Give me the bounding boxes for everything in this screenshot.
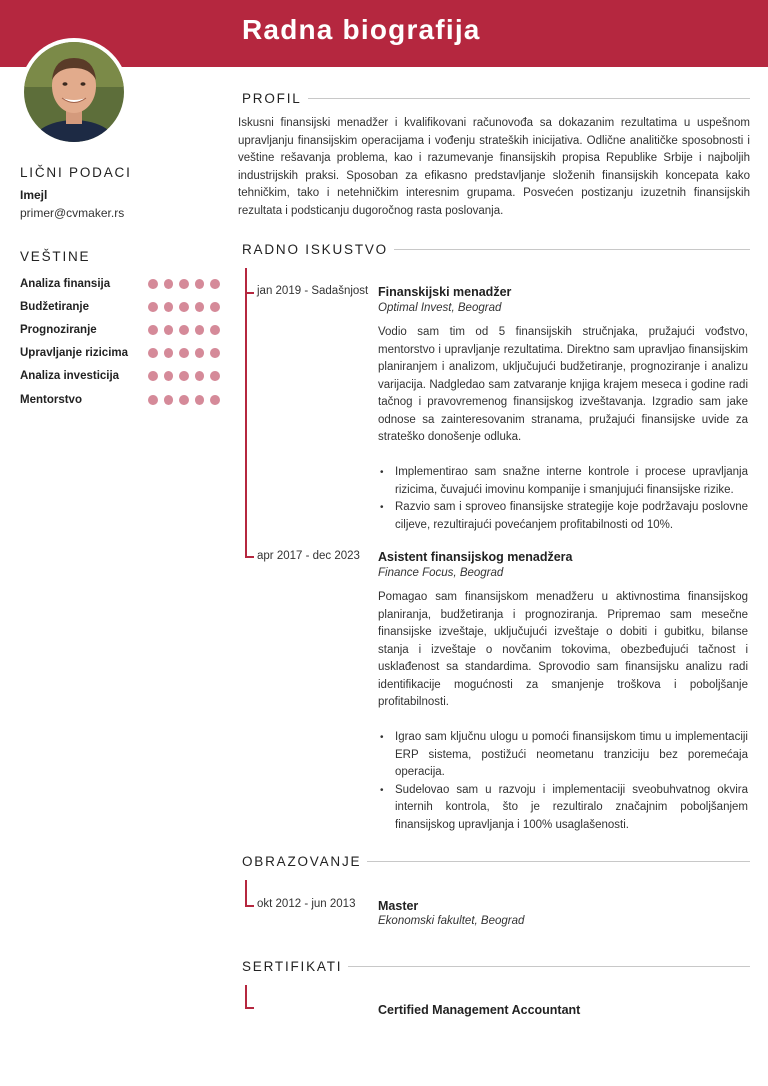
- profile-text: Iskusni finansijski menadžer i kvalifikovani računovođa sa dokazanim rezultatima u uspešnom upravljanju finansijskim operacijama i vođenju strateških inicijativa. Odlične analitičke sposobnosti i veštine rešavanja problema, kao i razumevanje finansijskih propisa Republike Srbije i najboljih industrijskih praksi. Sposoban za efikasno predstavljanje složenih finansijskih koncepata kako tehničkim, tako i netehničkim interesnim grupama. Posvećen postizanju izuzetnih finansijskih rezultata i podsticanju dugoročnog rasta poslovanja.: [238, 117, 750, 217]
- profile-heading-label: PROFIL: [242, 90, 302, 106]
- job-company: Optimal Invest, Beograd: [378, 302, 502, 314]
- skill-dot: [179, 395, 189, 405]
- certificates-timeline: [245, 985, 247, 1009]
- job-date: jan 2019 - Sadašnjost: [257, 285, 369, 297]
- list-item: • Implementirao sam snažne interne kontrole i procese upravljanja rizicima, čuvajući imovinu kompanije i smanjujući finansijske rizike.: [378, 464, 748, 499]
- skill-item: [20, 365, 220, 388]
- list-item: • Razvio sam i sproveo finansijske strategije koje podržavaju poslovne ciljeve, rezultirajući povećanjem profitabilnosti od 10%.: [378, 499, 748, 534]
- skill-dot: [179, 371, 189, 381]
- skill-dot: [179, 348, 189, 358]
- skill-level-dots: [148, 371, 220, 381]
- skill-dot: [195, 279, 205, 289]
- job-company: Finance Focus, Beograd: [378, 567, 504, 579]
- section-divider: [394, 249, 750, 250]
- skill-name: Analiza investicija: [20, 370, 120, 383]
- skill-dot: [210, 302, 220, 312]
- skill-dot: [164, 395, 174, 405]
- education-school: Ekonomski fakultet, Beograd: [378, 915, 525, 927]
- education-date: okt 2012 - jun 2013: [257, 898, 356, 910]
- skill-dot: [210, 279, 220, 289]
- certificate-title: Certified Management Accountant: [378, 1003, 581, 1017]
- education-heading-label: OBRAZOVANJE: [242, 853, 362, 869]
- skill-dot: [148, 371, 158, 381]
- skills-list: [20, 272, 220, 411]
- skill-dot: [164, 279, 174, 289]
- email-value[interactable]: primer@cvmaker.rs: [20, 206, 125, 220]
- skill-dot: [195, 348, 205, 358]
- skill-dot: [148, 279, 158, 289]
- skill-item: [20, 272, 220, 295]
- skill-dot: [148, 348, 158, 358]
- skill-item: [20, 388, 220, 411]
- job-title: Asistent finansijskog menadžera: [378, 550, 573, 564]
- skill-dot: [210, 371, 220, 381]
- skill-dot: [164, 371, 174, 381]
- skill-dot: [179, 325, 189, 335]
- certificates-section-heading: [242, 958, 750, 974]
- skill-name: Upravljanje rizicima: [20, 347, 129, 360]
- skill-dot: [195, 371, 205, 381]
- skill-dot: [179, 302, 189, 312]
- skill-level-dots: [148, 348, 220, 358]
- education-degree: Master: [378, 899, 419, 913]
- education-section-heading: [242, 853, 750, 869]
- skill-item: [20, 295, 220, 318]
- skill-dot: [164, 348, 174, 358]
- timeline-tick: [245, 1007, 254, 1009]
- skill-dot: [148, 395, 158, 405]
- skill-dot: [148, 302, 158, 312]
- section-divider: [308, 98, 750, 99]
- job-title: Finanskijski menadžer: [378, 285, 512, 299]
- personal-info-heading: LIČNI PODACI: [20, 165, 132, 180]
- skill-dot: [195, 325, 205, 335]
- job-description: Pomagao sam finansijskom menadžeru u aktivnostima finansijskog planiranja, budžetiranja i prognoziranja. Pripremao sam mesečne finansijske izveštaje, uključujući izveštaje o dobiti i gubitku, bilanse stanja i izveštaje o novčanim tokovima, obezbeđujući tačnost i usklađenost sa standardima. Sprovodio sam finansijsku analizu radi identifikacije mogućnosti za smanjenje troškova i poboljšanje profitabilnosti.: [378, 591, 748, 708]
- skill-dot: [195, 395, 205, 405]
- skill-name: Mentorstvo: [20, 393, 82, 406]
- skill-item: [20, 318, 220, 341]
- experience-section-heading: [242, 241, 750, 257]
- skills-heading: VEŠTINE: [20, 249, 91, 264]
- page-title: Radna biografija: [242, 14, 481, 45]
- timeline-tick: [245, 905, 254, 907]
- job-achievements: [378, 464, 748, 534]
- email-label: Imejl: [20, 188, 48, 202]
- skill-dot: [148, 325, 158, 335]
- job-date: apr 2017 - dec 2023: [257, 550, 360, 562]
- skill-dot: [195, 302, 205, 312]
- experience-heading-label: RADNO ISKUSTVO: [242, 241, 388, 257]
- skill-level-dots: [148, 302, 220, 312]
- skill-name: Budžetiranje: [20, 300, 90, 313]
- timeline-tick: [245, 292, 254, 294]
- skill-dot: [164, 302, 174, 312]
- avatar: [20, 38, 128, 146]
- certificates-heading-label: SERTIFIKATI: [242, 958, 343, 974]
- skill-level-dots: [148, 325, 220, 335]
- skill-dot: [210, 325, 220, 335]
- list-item: • Sudelovao sam u razvoju i implementaciji sveobuhvatnog okvira internih kontrola, što je rezultiralo značajnim poboljšanjem finansijskog upravljanja i 100% usaglašenosti.: [378, 782, 748, 835]
- experience-timeline: [245, 268, 247, 558]
- skill-dot: [164, 325, 174, 335]
- timeline-tick: [245, 556, 254, 558]
- skill-level-dots: [148, 279, 220, 289]
- job-achievements: [378, 729, 748, 834]
- list-item: • Igrao sam ključnu ulogu u pomoći finansijskom timu u implementaciji ERP sistema, postižući neometanu tranziciju bez poremećaja operacija.: [378, 729, 748, 782]
- skill-item: [20, 342, 220, 365]
- skill-dot: [179, 279, 189, 289]
- section-divider: [348, 966, 750, 967]
- skill-name: Prognoziranje: [20, 323, 97, 336]
- profile-section-heading: [242, 90, 750, 106]
- skill-dot: [210, 348, 220, 358]
- profile-photo-icon: [24, 42, 124, 142]
- skill-name: Analiza finansija: [20, 277, 111, 290]
- job-description: Vodio sam tim od 5 finansijskih stručnjaka, pružajući vođstvo, mentorstvo i upravljanje rezultatima. Direktno sam upravljao finansijskim planiranjem i analizom, uključujući budžetiranje, prognoziranje i analizu varijacija. Nadgledao sam zatvaranje knjiga krajem meseca i godine radi tačnog i pravovremenog finansijskog izveštavanja. Izgradio sam jake odnose sa zainteresovanim stranama, pružajući finansijske uvide za strateško donošenje odluka.: [378, 326, 748, 443]
- section-divider: [367, 861, 750, 862]
- skill-level-dots: [148, 395, 220, 405]
- skill-dot: [210, 395, 220, 405]
- education-timeline: [245, 880, 247, 907]
